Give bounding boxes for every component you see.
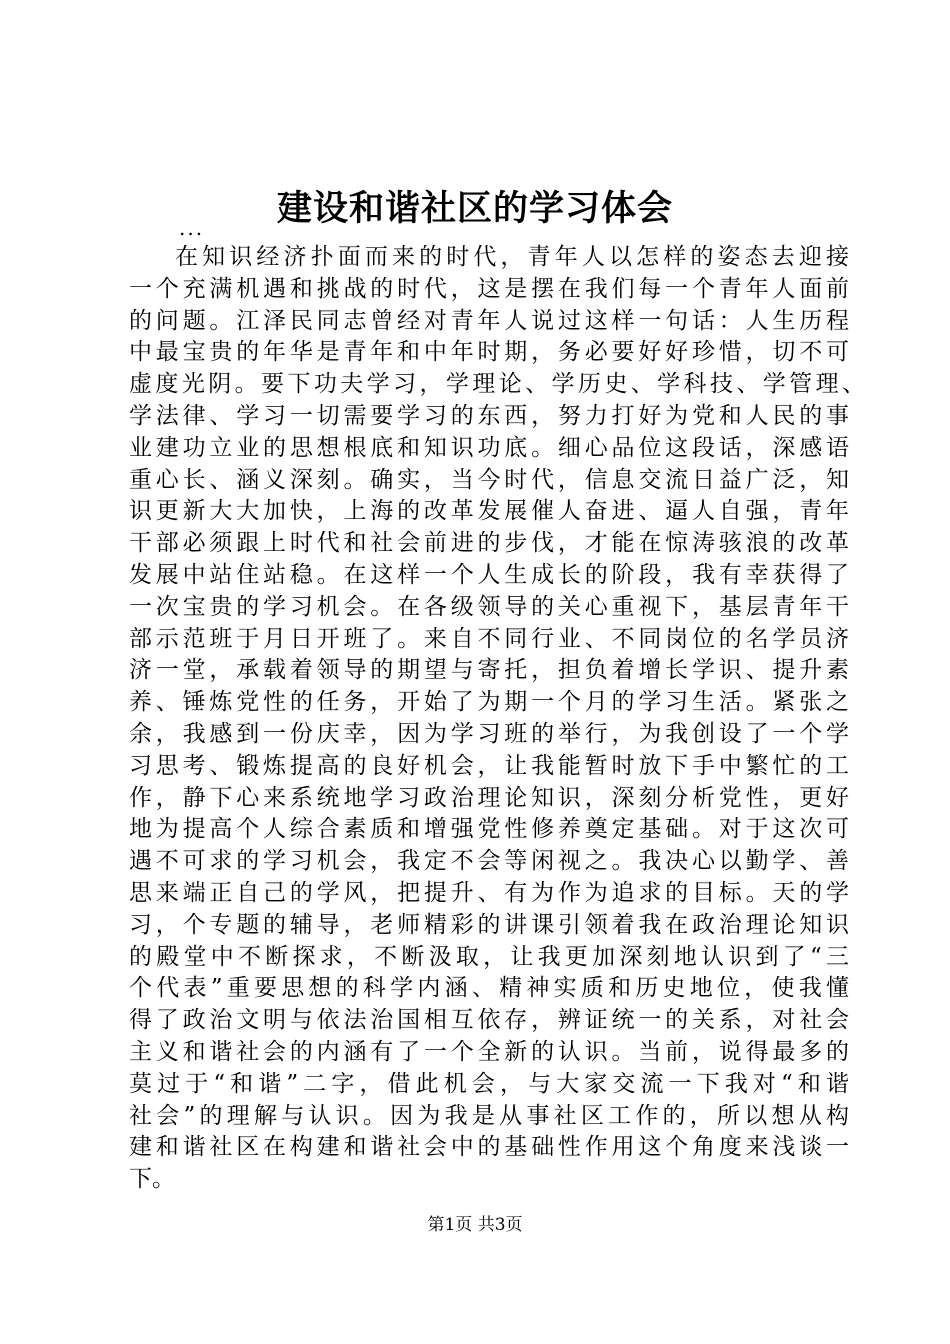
paragraph-line: 虚度光阴。要下功夫学习，学理论、学历史、学科技、学管理、 bbox=[129, 371, 865, 398]
paragraph-line: 业建功立业的思想根底和知识功底。细心品位这段话，深感语 bbox=[129, 434, 849, 461]
paragraph-line: 在知识经济扑面而来的时代，青年人以怎样的姿态去迎接 bbox=[175, 244, 849, 270]
paragraph-line: 作，静下心来系统地学习政治理论知识，深刻分析党性，更好 bbox=[129, 784, 849, 811]
paragraph-line: 习，个专题的辅导，老师精彩的讲课引领着我在政治理论知识 bbox=[129, 911, 849, 938]
paragraph-line: 一个充满机遇和挑战的时代，这是摆在我们每一个青年人面前 bbox=[129, 275, 849, 302]
paragraph-line: 部示范班于月日开班了。来自不同行业、不同岗位的名学员济 bbox=[129, 625, 849, 652]
paragraph-line: 干部必须跟上时代和社会前进的步伐，才能在惊涛骇浪的改革 bbox=[129, 530, 849, 557]
paragraph-line: 重心长、涵义深刻。确实，当今时代，信息交流日益广泛，知 bbox=[129, 466, 849, 493]
paragraph-line: 的殿堂中不断探求，不断汲取，让我更加深刻地认识到了“三 bbox=[129, 943, 849, 970]
paragraph-line: 识更新大大加快，上海的改革发展催人奋进、逼人自强，青年 bbox=[129, 498, 849, 525]
body-paragraph bbox=[129, 242, 865, 1196]
paragraph-line: 发展中站住站稳。在这样一个人生成长的阶段，我有幸获得了 bbox=[129, 561, 849, 588]
paragraph-line: 学法律、学习一切需要学习的东西，努力打好为党和人民的事 bbox=[129, 402, 849, 429]
paragraph-line: 济一堂，承载着领导的期望与寄托，担负着增长学识、提升素 bbox=[129, 657, 849, 684]
document-title: 建设和谐社区的学习体会 bbox=[276, 188, 673, 229]
paragraph-line: 社会”的理解与认识。因为我是从事社区工作的，所以想从构 bbox=[129, 1102, 849, 1129]
paragraph-line: 主义和谐社会的内涵有了一个全新的认识。当前，说得最多的 bbox=[129, 1038, 849, 1065]
ellipsis-marker: ... bbox=[179, 216, 205, 240]
paragraph-line: 余，我感到一份庆幸，因为学习班的举行，为我创设了一个学 bbox=[129, 720, 849, 747]
paragraph-line: 个代表”重要思想的科学内涵、精神实质和历史地位，使我懂 bbox=[129, 975, 849, 1002]
page-number-footer: 第1页 共3页 bbox=[427, 1215, 523, 1235]
paragraph-line: 中最宝贵的年华是青年和中年时期，务必要好好珍惜，切不可 bbox=[129, 339, 849, 366]
paragraph-line: 遇不可求的学习机会，我定不会等闲视之。我决心以勤学、善 bbox=[129, 848, 849, 875]
paragraph-line: 思来端正自己的学风，把提升、有为作为追求的目标。天的学 bbox=[129, 879, 849, 906]
paragraph-line: 莫过于“和谐”二字，借此机会，与大家交流一下我对“和谐 bbox=[129, 1070, 849, 1097]
paragraph-line: 习思考、锻炼提高的良好机会，让我能暂时放下手中繁忙的工 bbox=[129, 752, 849, 779]
paragraph-line: 养、锤炼党性的任务，开始了为期一个月的学习生活。紧张之 bbox=[129, 689, 849, 716]
paragraph-line: 一次宝贵的学习机会。在各级领导的关心重视下，基层青年干 bbox=[129, 593, 849, 620]
paragraph-line: 建和谐社区在构建和谐社会中的基础性作用这个角度来浅谈一 bbox=[129, 1134, 849, 1161]
paragraph-line: 下。 bbox=[129, 1166, 175, 1193]
paragraph-line: 地为提高个人综合素质和增强党性修养奠定基础。对于这次可 bbox=[129, 816, 849, 843]
paragraph-line: 的问题。江泽民同志曾经对青年人说过这样一句话：人生历程 bbox=[129, 307, 849, 334]
paragraph-line: 得了政治文明与依法治国相互依存，辨证统一的关系，对社会 bbox=[129, 1007, 849, 1034]
